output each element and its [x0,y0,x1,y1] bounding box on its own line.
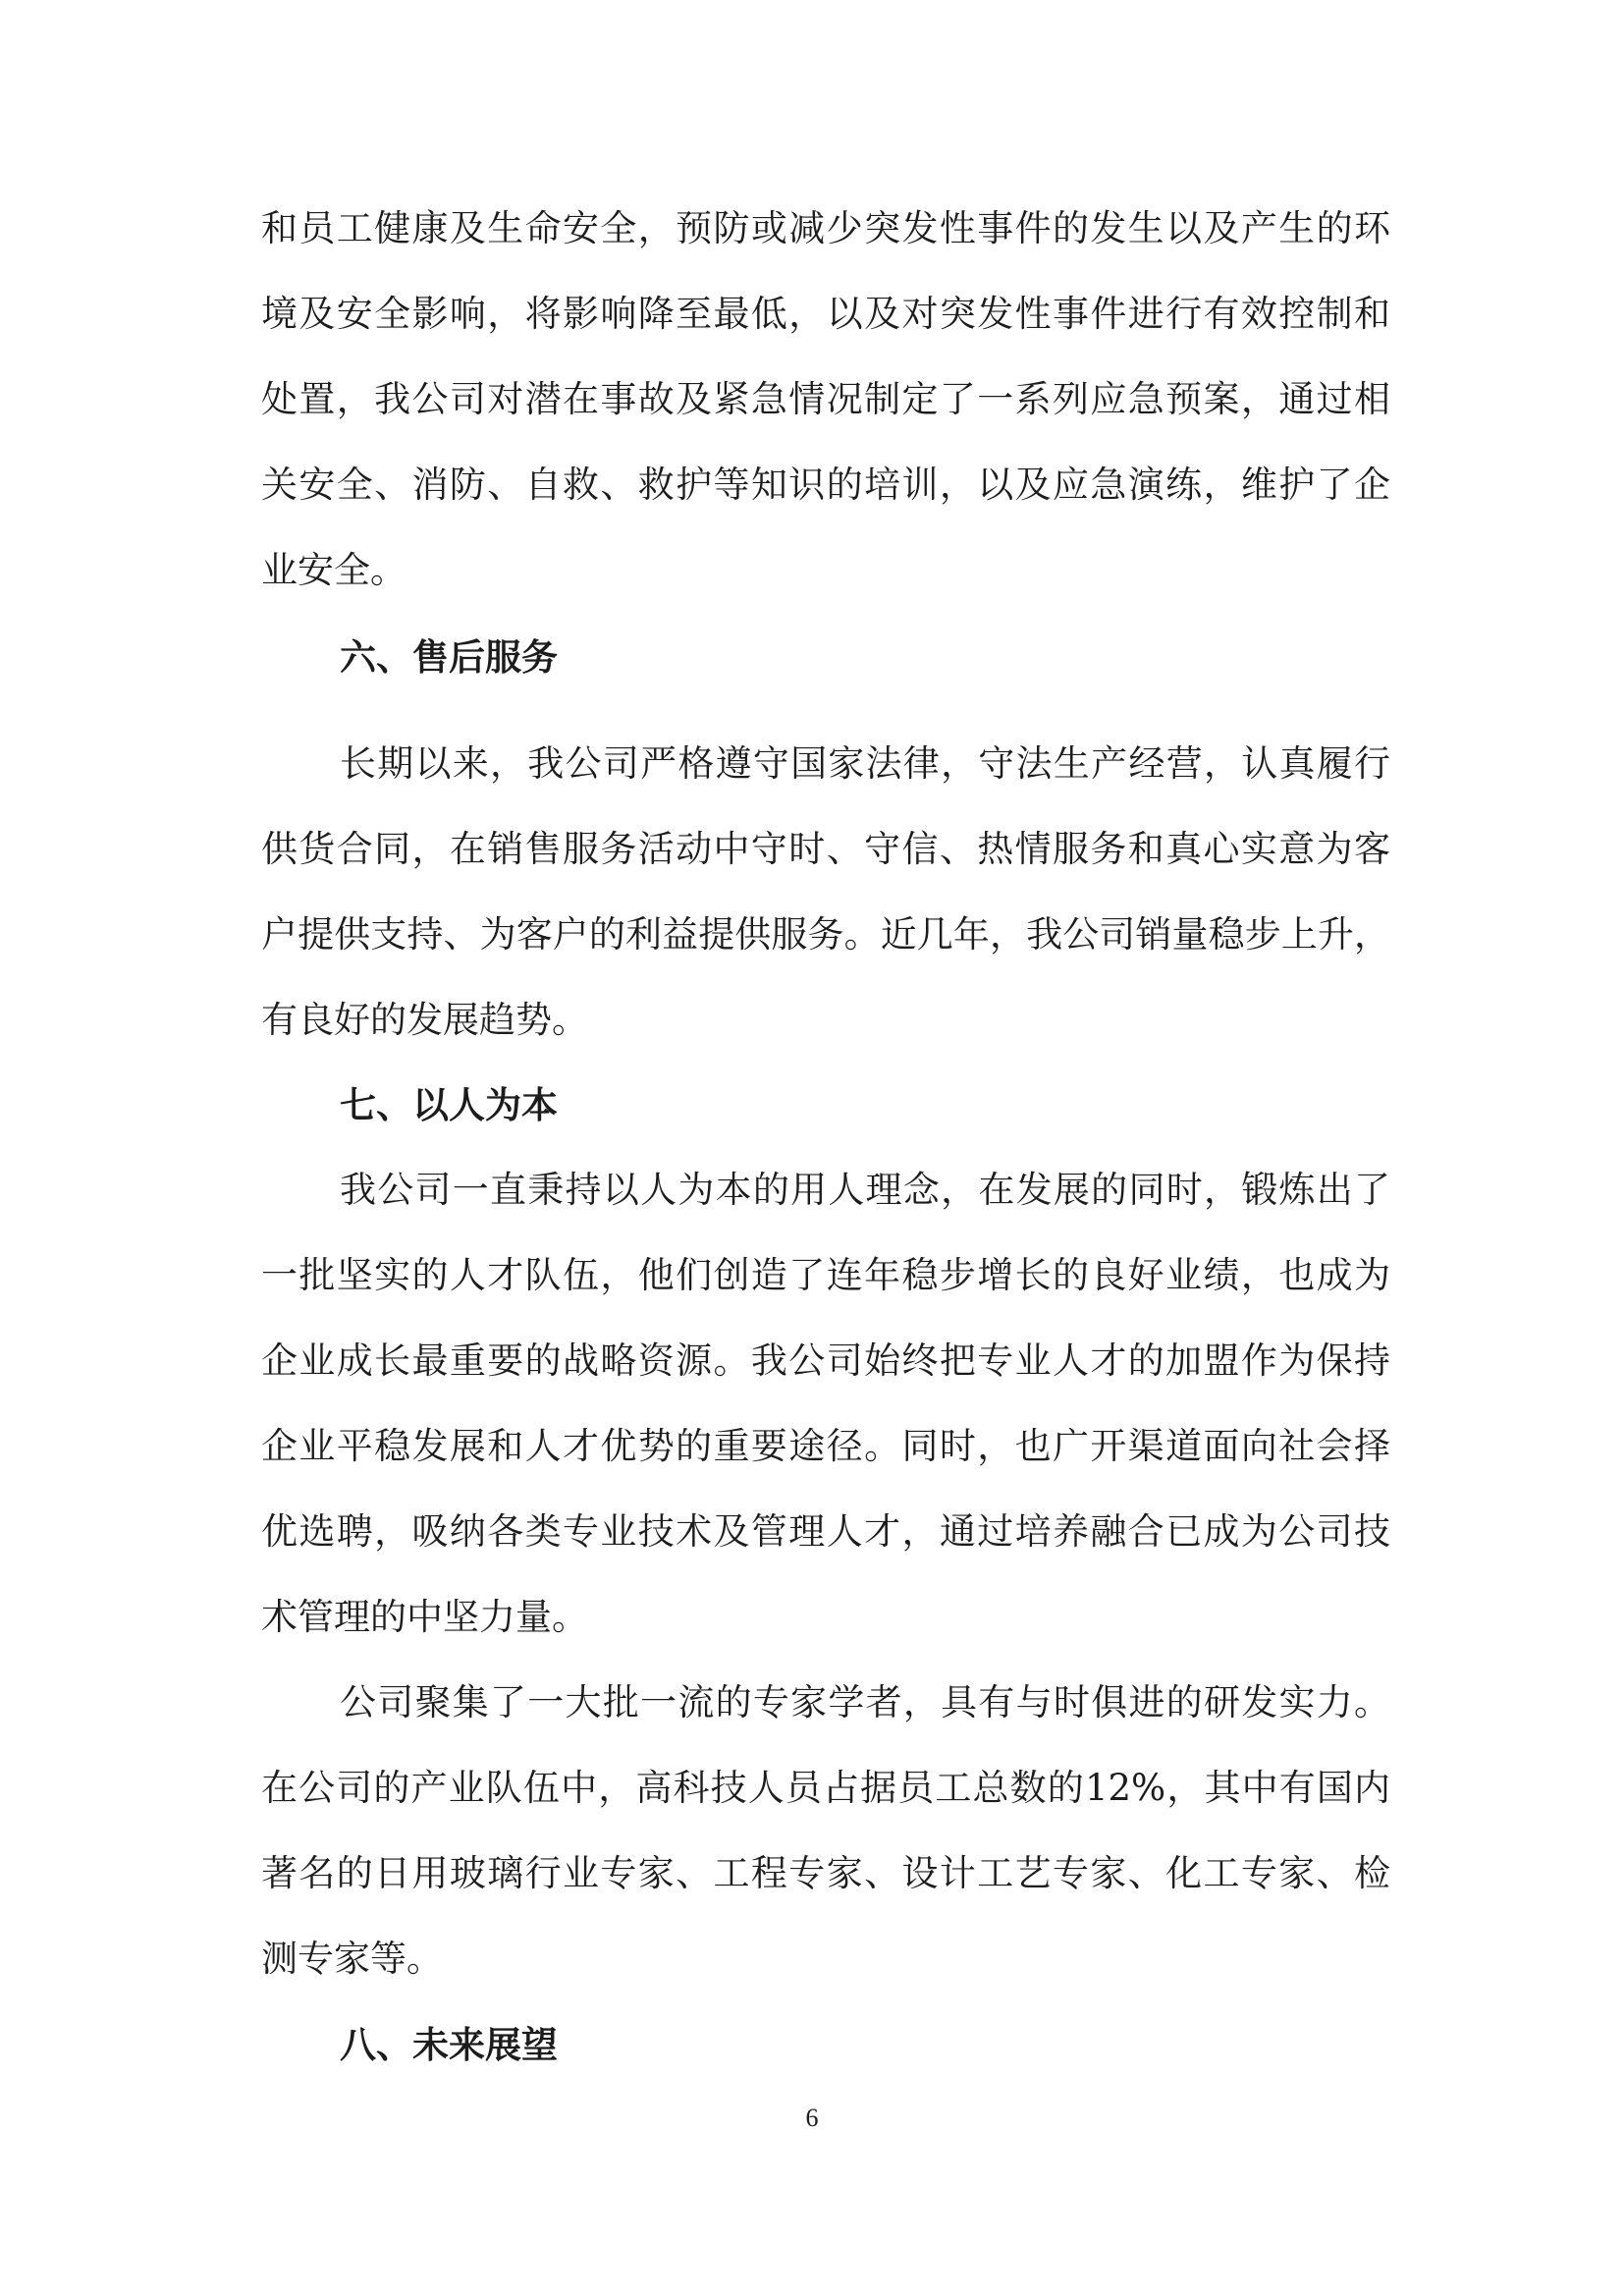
text-line: 处置，我公司对潜在事故及紧急情况制定了一系列应急预案，通过相 [261,378,1390,420]
text-line: 业安全。 [261,549,406,591]
text-line: 在公司的产业队伍中，高科技人员占据员工总数的12%，其中有国内 [261,1767,1390,1809]
text-line: 境及安全影响，将影响降至最低，以及对突发性事件进行有效控制和 [261,293,1390,335]
text-line: 长期以来，我公司严格遵守国家法律，守法生产经营，认真履行 [340,742,1390,785]
section-heading: 六、售后服务 [340,635,558,679]
text-line: 优选聘，吸纳各类专业技术及管理人才，通过培养融合已成为公司技 [261,1510,1390,1553]
text-line: 公司聚集了一大批一流的专家学者，具有与时俱进的研发实力。 [340,1681,1390,1723]
text-line: 关安全、消防、自救、救护等知识的培训，以及应急演练，维护了企 [261,464,1390,506]
text-line: 一批坚实的人才队伍，他们创造了连年稳步增长的良好业绩，也成为 [261,1254,1390,1296]
text-line: 企业平稳发展和人才优势的重要途径。同时，也广开渠道面向社会择 [261,1425,1390,1467]
text-line: 和员工健康及生命安全，预防或减少突发性事件的发生以及产生的环 [261,207,1390,249]
page-number: 6 [805,2104,819,2132]
text-line: 测专家等。 [261,1938,443,1980]
section-heading: 八、未来展望 [340,2023,558,2066]
text-line: 术管理的中坚力量。 [261,1596,588,1638]
text-line: 供货合同，在销售服务活动中守时、守信、热情服务和真心实意为客 [261,828,1390,870]
text-line: 我公司一直秉持以人为本的用人理念，在发展的同时，锻炼出了 [340,1169,1390,1211]
text-line: 著名的日用玻璃行业专家、工程专家、设计工艺专家、化工专家、检 [261,1852,1390,1894]
text-line: 企业成长最重要的战略资源。我公司始终把专业人才的加盟作为保持 [261,1339,1390,1382]
text-line: 有良好的发展趋势。 [261,999,588,1041]
section-heading: 七、以人为本 [340,1083,558,1126]
text-line: 户提供支持、为客户的利益提供服务。近几年，我公司销量稳步上升， [261,913,1390,956]
